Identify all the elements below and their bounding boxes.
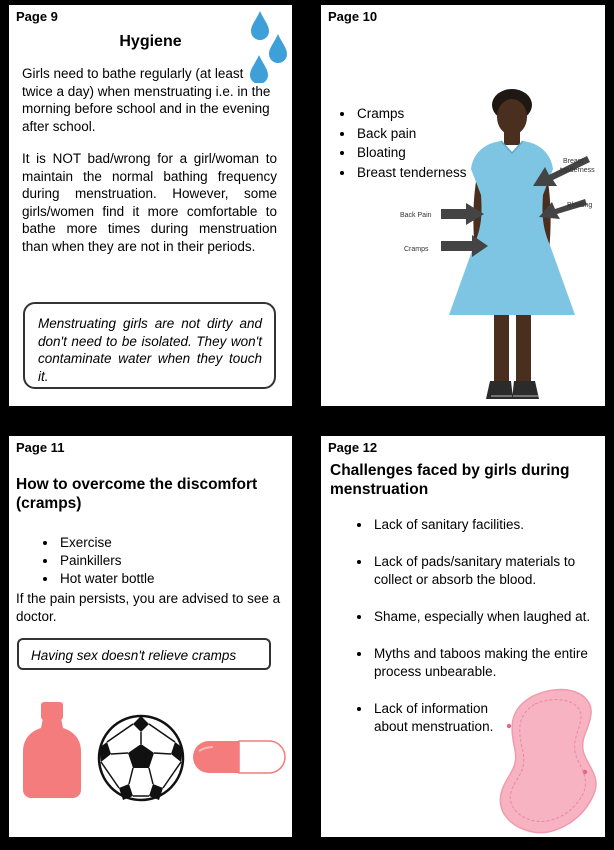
remedy-list	[36, 534, 155, 588]
cramps-callout: Having sex doesn't relieve cramps	[17, 638, 271, 670]
page-title: Hygiene	[119, 33, 182, 50]
page-12-card	[321, 436, 605, 837]
list-item: • Lack of information about menstruation.	[372, 700, 524, 736]
hygiene-paragraph-1: Girls need to bathe regularly (at least twice a day) when menstruating i.e. in the morning before school and in the evening after school.	[22, 66, 271, 134]
page-number: Page 9	[16, 9, 58, 24]
list-item: • Myths and taboos making the entire process unbearable.	[372, 645, 604, 681]
list-item: • Lack of pads/sanitary materials to collect or absorb the blood.	[372, 553, 605, 589]
label-breast-line-2: tenderness	[560, 167, 595, 174]
pill-capsule-icon	[191, 739, 287, 775]
label-cramps: Cramps	[404, 246, 429, 253]
list-item: • Hot water bottle	[58, 570, 155, 588]
page-10-card	[321, 5, 605, 406]
page-title: Challenges faced by girls during menstruation	[330, 462, 570, 498]
list-item: • Lack of sanitary facilities.	[372, 516, 605, 534]
label-back-pain: Back Pain	[400, 212, 432, 219]
challenge-list	[350, 516, 605, 736]
doctor-note: If the pain persists, you are advised to see a doctor.	[16, 591, 281, 624]
page-title: How to overcome the discomfort (cramps)	[16, 476, 258, 512]
hot-water-bottle-icon	[21, 702, 83, 800]
list-item: • Painkillers	[58, 552, 155, 570]
football-icon	[97, 714, 185, 802]
hygiene-callout: Menstruating girls are not dirty and don't need to be isolated. They won't contaminate water when they touch it.	[23, 302, 276, 389]
page-number: Page 10	[328, 9, 378, 24]
list-item: • Back pain	[355, 124, 467, 144]
page-9-card	[9, 5, 292, 406]
list-item: • Bloating	[355, 143, 467, 163]
list-item: • Exercise	[58, 534, 155, 552]
page-number: Page 11	[16, 440, 65, 455]
list-item: • Breast tenderness	[355, 163, 467, 183]
hygiene-paragraph-2: It is NOT bad/wrong for a girl/woman to maintain the normal bathing frequency during menstruation. However, some girls/women find it more comfortable to bathe more times during menstruation than when they are not in their periods.	[22, 151, 277, 254]
list-item: • Cramps	[355, 104, 467, 124]
label-bloating: Bloating	[567, 202, 593, 209]
page-number: Page 12	[328, 440, 378, 455]
list-item: • Shame, especially when laughed at.	[372, 608, 605, 626]
page-11-card	[9, 436, 292, 837]
girl-illustration	[391, 83, 605, 405]
label-breast-line-1: Breast	[563, 158, 584, 165]
